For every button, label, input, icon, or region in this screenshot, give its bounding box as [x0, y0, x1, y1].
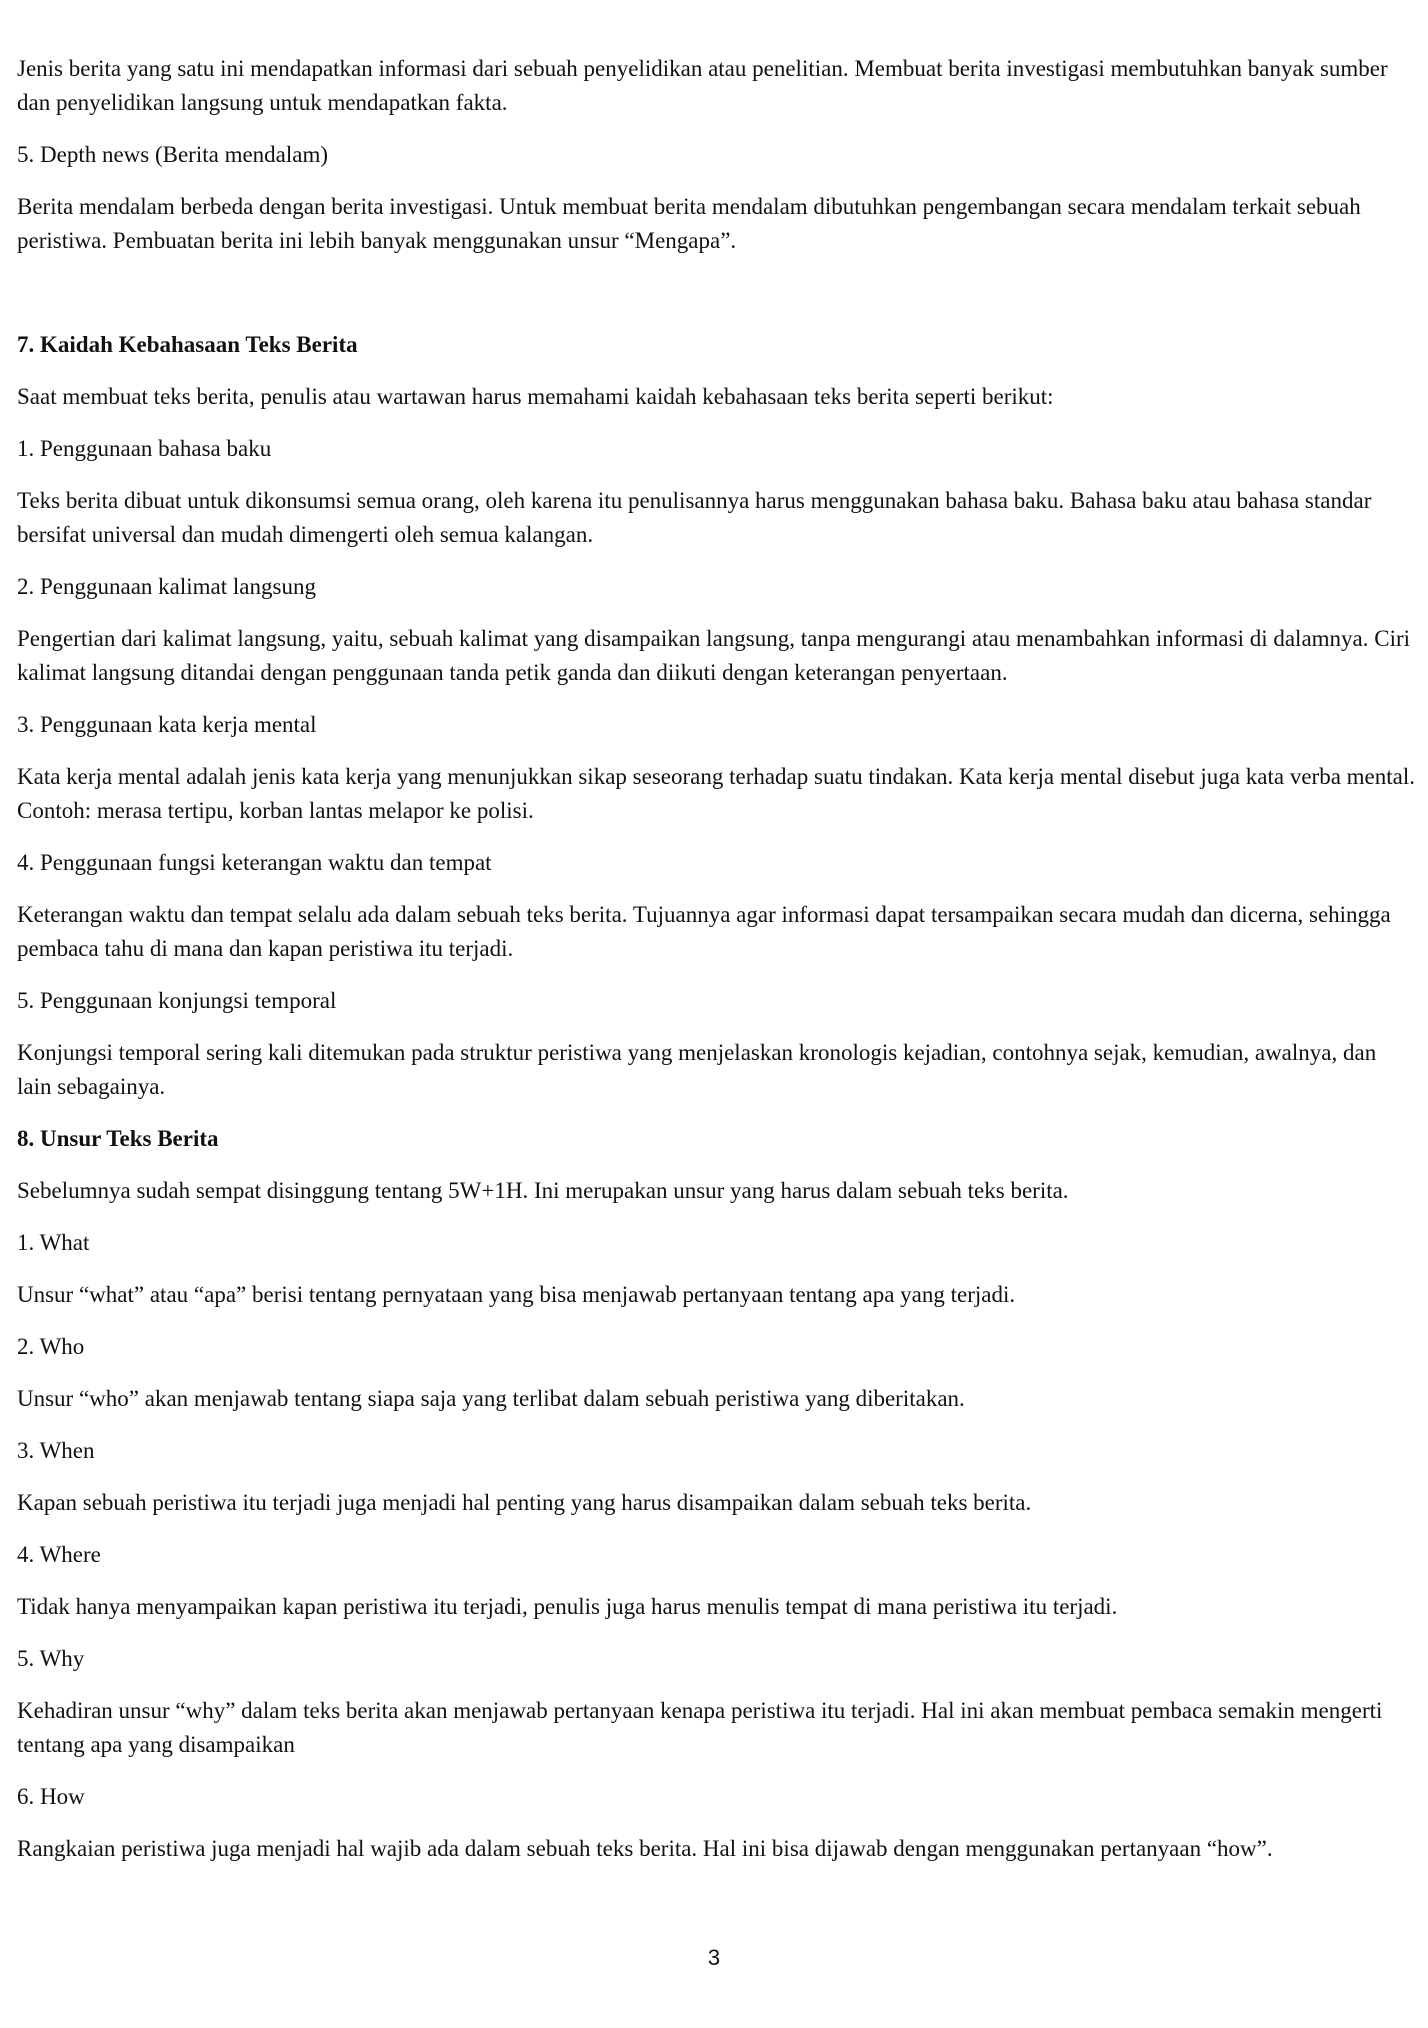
section-intro-kaidah: Saat membuat teks berita, penulis atau wartawan harus memahami kaidah kebahasaan teks berita seperti berikut:	[17, 384, 1054, 409]
list-item-title: 3. Penggunaan kata kerja mental	[17, 712, 317, 737]
section-heading-unsur: 8. Unsur Teks Berita	[17, 1126, 219, 1151]
paragraph-depth-news: Berita mendalam berbeda dengan berita investigasi. Untuk membuat berita mendalam dibutuhkan pengembangan secara mendalam terkait sebuah peristiwa. Pembuatan berita ini lebih banyak menggunakan unsur “Mengapa”.	[17, 194, 1361, 253]
list-item-text: Teks berita dibuat untuk dikonsumsi semua orang, oleh karena itu penulisannya harus menggunakan bahasa baku. Bahasa baku atau bahasa standar bersifat universal dan mudah dimengerti oleh semua kalangan.	[17, 488, 1372, 547]
list-item-title-depth-news: 5. Depth news (Berita mendalam)	[17, 142, 329, 167]
section-spacer	[17, 276, 1415, 328]
list-item-text: Pengertian dari kalimat langsung, yaitu, sebuah kalimat yang disampaikan langsung, tanpa mengurangi atau menambahkan informasi di dalamnya. Ciri kalimat langsung ditandai dengan penggunaan tanda petik ganda dan diikuti dengan keterangan penyertaan.	[17, 626, 1411, 685]
section-intro-unsur: Sebelumnya sudah sempat disinggung tentang 5W+1H. Ini merupakan unsur yang harus dalam sebuah teks berita.	[17, 1178, 1069, 1203]
page-number: 3	[707, 1945, 721, 1970]
list-item-title: 6. How	[17, 1784, 85, 1809]
list-item-text: Unsur “who” akan menjawab tentang siapa saja yang terlibat dalam sebuah peristiwa yang diberitakan.	[17, 1386, 965, 1411]
list-item-text: Kapan sebuah peristiwa itu terjadi juga menjadi hal penting yang harus disampaikan dalam sebuah teks berita.	[17, 1490, 1032, 1515]
paragraph-investigative-news: Jenis berita yang satu ini mendapatkan informasi dari sebuah penyelidikan atau penelitian. Membuat berita investigasi membutuhkan banyak sumber dan penyelidikan langsung untuk mendapatkan fakta.	[17, 56, 1388, 115]
list-item-title: 1. Penggunaan bahasa baku	[17, 436, 272, 461]
list-item-title: 5. Penggunaan konjungsi temporal	[17, 988, 337, 1013]
list-item-title: 4. Where	[17, 1542, 101, 1567]
list-item-text: Konjungsi temporal sering kali ditemukan pada struktur peristiwa yang menjelaskan kronologis kejadian, contohnya sejak, kemudian, awalnya, dan lain sebagainya.	[17, 1040, 1377, 1099]
list-item-title: 5. Why	[17, 1646, 85, 1671]
section-heading-kaidah: 7. Kaidah Kebahasaan Teks Berita	[17, 332, 358, 357]
list-item-text: Tidak hanya menyampaikan kapan peristiwa itu terjadi, penulis juga harus menulis tempat di mana peristiwa itu terjadi.	[17, 1594, 1118, 1619]
list-item-text: Unsur “what” atau “apa” berisi tentang pernyataan yang bisa menjawab pertanyaan tentang apa yang terjadi.	[17, 1282, 1016, 1307]
list-item-text: Rangkaian peristiwa juga menjadi hal wajib ada dalam sebuah teks berita. Hal ini bisa dijawab dengan menggunakan pertanyaan “how”.	[17, 1836, 1273, 1861]
list-item-text: Keterangan waktu dan tempat selalu ada dalam sebuah teks berita. Tujuannya agar informasi dapat tersampaikan secara mudah dan dicerna, sehingga pembaca tahu di mana dan kapan peristiwa itu terjadi.	[17, 902, 1391, 961]
list-item-text: Kehadiran unsur “why” dalam teks berita akan menjawab pertanyaan kenapa peristiwa itu terjadi. Hal ini akan membuat pembaca semakin mengerti tentang apa yang disampaikan	[17, 1698, 1383, 1757]
list-item-title: 1. What	[17, 1230, 90, 1255]
list-item-title: 3. When	[17, 1438, 95, 1463]
list-item-text: Kata kerja mental adalah jenis kata kerja yang menunjukkan sikap seseorang terhadap suatu tindakan. Kata kerja mental disebut juga kata verba mental. Contoh: merasa tertipu, korban lantas melapor ke polisi.	[17, 764, 1415, 823]
document-page	[17, 52, 1415, 1884]
list-item-title: 2. Penggunaan kalimat langsung	[17, 574, 316, 599]
list-item-title: 4. Penggunaan fungsi keterangan waktu dan tempat	[17, 850, 492, 875]
list-item-title: 2. Who	[17, 1334, 85, 1359]
